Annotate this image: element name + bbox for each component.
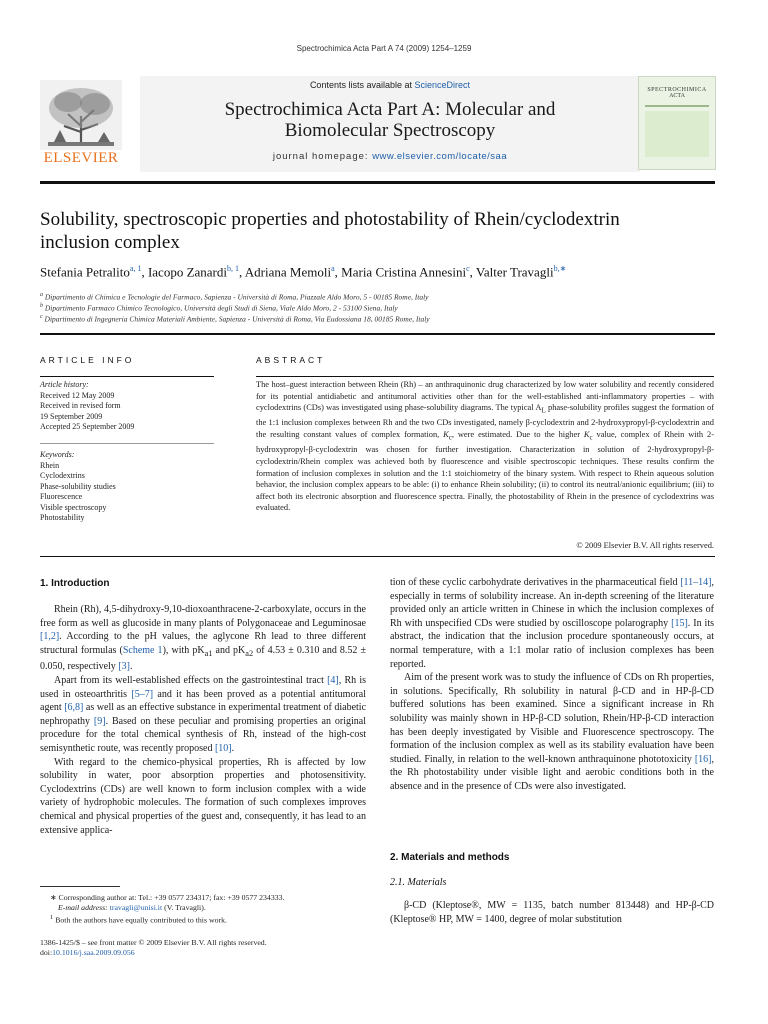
materials-text: [390, 899, 714, 926]
doi-link[interactable]: 10.1016/j.saa.2009.09.056: [52, 948, 135, 957]
article-info-heading: ARTICLE INFO: [40, 355, 135, 365]
author-affil-mark[interactable]: b, 1: [227, 264, 239, 273]
abstract-symbol: K: [583, 430, 590, 440]
abstract-part: value, complex of Rhein with 2-hydroxypropyl-β-cyclodextrin was chosen for further investigation. Characterization in solution of 2-hydroxypropyl-β-cyclodextrin/Rhein complex was achieved both by fluorescence and visible spectroscopic techniques. These results confirm the formation of inclusion complexes in solution and the 1:1 stoichiometry of the binary system. With respect to Rhein aqueous solution behavior, the inclusion complex appears to be able: (i) to enhance Rhein solubility; (ii) to control its neutral/anionic equilibrium; (iii) to affect both its electronic absorption and fluorescence spectra. Finally, the photostability of Rhein in the presence of cyclodextrins was evaluated.: [256, 430, 714, 513]
text: tion of these cyclic carbohydrate derivatives in the pharmaceutical field: [390, 577, 681, 588]
author-name[interactable]: Maria Cristina Annesini: [341, 264, 467, 280]
abstract-sub: L: [541, 406, 546, 415]
keyword: Rhein: [40, 460, 60, 470]
sciencedirect-link[interactable]: ScienceDirect: [414, 80, 471, 90]
keywords-rule: [40, 443, 214, 444]
header-rule: [40, 181, 715, 184]
paragraph: β-CD (Kleptose®, MW = 1135, batch number 813448) and HP-β-CD (Kleptose® HP, MW = 1400, degree of molar substitution: [390, 900, 714, 925]
issn-line: [40, 938, 366, 958]
keyword: Visible spectroscopy: [40, 502, 107, 512]
article-title-line-2: inclusion complex: [40, 232, 180, 253]
publisher-name: ELSEVIER: [43, 150, 119, 166]
sub: a1: [204, 648, 213, 658]
journal-title-line-2: Biomolecular Spectroscopy: [284, 120, 496, 141]
footnotes: [40, 893, 366, 926]
contents-line: [140, 80, 640, 90]
abstract-rule: [256, 376, 714, 377]
affiliation-b: [40, 303, 730, 313]
doi-label: doi:: [40, 948, 53, 957]
history-item: Accepted 25 September 2009: [40, 422, 135, 431]
abstract-sub: c: [589, 433, 593, 442]
text: ), with pK: [162, 644, 205, 656]
paragraph: With regard to the chemico-physical properties, Rh is affected by low solubility in water, poor absorption properties and photosensitivity. Cyclodextrins (CDs) are well known to form inclusion complex with a wide variety of hydrophobic molecules. The formation of such complexes improves chemical and physical properties of the guest and, consequently, it has lead to an extensive applica-: [40, 756, 366, 836]
cover-title-line-1: SPECTROCHIMICA: [647, 87, 707, 93]
abstract-heading: ABSTRACT: [256, 355, 326, 365]
keyword: Cyclodextrins: [40, 471, 85, 480]
citation-link[interactable]: [10]: [214, 742, 232, 754]
email-link[interactable]: travagli@unisi.it: [109, 903, 163, 912]
text: . Based on these peculiar and promising properties an original procedure for the total chemical synthesis of Rh, instead of the high-cost semisynthetic route, was recently proposed: [40, 715, 366, 754]
author-name[interactable]: Iacopo Zanardi: [147, 264, 227, 280]
history-label: Article history:: [40, 380, 89, 389]
paragraph: [40, 674, 366, 756]
text: .: [231, 742, 235, 754]
abstract-bottom-rule: [40, 556, 715, 557]
elsevier-logo: [40, 80, 122, 168]
author-name[interactable]: Stefania Petralito: [40, 264, 130, 280]
subsection-heading-materials: 2.1. Materials: [390, 877, 447, 888]
journal-title: [140, 99, 640, 141]
cover-stripe: [645, 105, 709, 107]
corresponding-author: Corresponding author at: Tel.: +39 0577 234317; fax: +39 0577 234333.: [58, 893, 285, 902]
abstract-symbol: K: [443, 430, 449, 440]
history-item: Received 12 May 2009: [40, 390, 115, 400]
author-affil-mark[interactable]: a, 1: [129, 264, 142, 273]
abstract-part: phase-solubility profiles suggest the formation of the 1:1 inclusion complexes between Rh and the two CDs investigated, namely β-cyclodextrin and 2-hydroxypropyl-β-cyclodextrin and the resulting constant values of complex formation,: [256, 403, 714, 440]
running-head: Spectrochimica Acta Part A 74 (2009) 1254–1259: [296, 44, 472, 53]
author-separator: ,: [469, 264, 476, 280]
abstract-part: The host–guest interaction between Rhein (Rh) – an anthraquinonic drug characterized by low water solubility and recently considered for its potential antidiabetic and antitumoral activities other than for the well-established anti-inflammatory properties – with cyclodextrins (CDs) was investigated using phase-solubility diagrams. The typical A: [256, 380, 714, 413]
abstract-part: , were estimated. Due to the higher: [451, 430, 584, 440]
affiliation-c: [40, 314, 730, 324]
text: Rhein (Rh), 4,5-dihydroxy-9,10-dioxoanthracene-2-carboxylate, occurs in the free form as well as glucoside in many plants of Polygonaceae and Leguminosae: [40, 604, 366, 629]
text: of 4.53 ± 0.310 and 8.52 ± 0.050, respectively: [40, 644, 366, 673]
paragraph: [390, 671, 714, 793]
abstract-text: [256, 379, 714, 514]
text: . According to the pH values, the aglycone Rh lead to three different structural formulas (: [40, 631, 366, 656]
citation-link[interactable]: [1,2]: [40, 631, 60, 643]
article-info-rule: [40, 376, 214, 377]
affiliation-rule: [40, 333, 715, 335]
author-name[interactable]: Adriana Memoli: [244, 264, 332, 280]
keyword: Fluorescence: [40, 492, 83, 501]
article-title: [40, 208, 720, 254]
citation-link[interactable]: [9]: [93, 715, 106, 727]
homepage-label: journal homepage:: [272, 151, 369, 162]
citation-link[interactable]: [15]: [671, 617, 688, 629]
history-item: 19 September 2009: [40, 411, 103, 421]
citation-link[interactable]: [16]: [694, 753, 712, 765]
text: , the Rh photostability under visible light and aerobic conditions both in the absence and in the presence of CDs were also investigated.: [390, 753, 714, 792]
author-affil-mark[interactable]: b,∗: [553, 264, 567, 273]
keywords: [40, 450, 214, 524]
affil-mark: a: [40, 292, 43, 298]
affil-text: Dipartimento di Ingegneria Chimica Materiali Ambiente, Sapienza - Università di Roma, Via Eudossiana 18, 00185 Rome, Italy: [44, 314, 430, 324]
footnote-mark: 1: [50, 914, 54, 921]
scheme-link[interactable]: Scheme 1: [122, 644, 163, 656]
author-separator: ,: [239, 264, 245, 280]
article-title-line-1: Solubility, spectroscopic properties and photostability of Rhein/cyclodextrin: [40, 209, 620, 230]
article-history: [40, 380, 214, 433]
footnote-rule: [40, 886, 120, 887]
email-suffix: (V. Travagli).: [162, 903, 206, 912]
email-label: E-mail address:: [58, 903, 108, 912]
paragraph: [390, 576, 714, 671]
journal-cover-thumbnail: [638, 76, 716, 170]
author-separator: ,: [141, 264, 148, 280]
affil-text: Dipartimento Farmaco Chimico Tecnologico, Università degli Studi di Siena, Viale Aldo Moro, 2 - 53100 Siena, Italy: [44, 303, 398, 313]
homepage-url[interactable]: www.elsevier.com/locate/saa: [372, 151, 508, 162]
footnote-mark: ∗: [50, 893, 57, 902]
section-heading-introduction: 1. Introduction: [40, 578, 110, 589]
sub: a2: [245, 648, 254, 658]
text: , especially in terms of solubility increase. An in-depth screening of the literature provided only an article written in Chinese in which the inclusion complexes of Rh with unspecified CDs were studied by oscilloscope polarography: [390, 577, 714, 629]
affiliation-a: [40, 292, 730, 302]
text: .: [129, 661, 133, 673]
affil-text: Dipartimento di Chimica e Tecnologie del Farmaco, Sapienza - Università di Roma, Piazzale Aldo Moro, 5 - 00185 Rome, Italy: [44, 292, 429, 302]
text: and pK: [212, 644, 246, 656]
text: as well as an effective substance in experimental treatment of diabetic nephropathy: [40, 702, 367, 727]
cover-panel: [645, 111, 709, 157]
affil-mark: b: [40, 303, 43, 309]
abstract-copyright: © 2009 Elsevier B.V. All rights reserved.: [576, 541, 714, 550]
history-item: Received in revised form: [40, 401, 121, 410]
abstract-sub: c: [448, 433, 452, 442]
equal-contribution-note: Both the authors have equally contributed to this work.: [55, 915, 227, 925]
paragraph: [40, 603, 366, 674]
citation-link[interactable]: [5–7]: [131, 688, 154, 700]
text: Aim of the present work was to study the influence of CDs on Rh properties, in solutions. Specifically, Rh solubility in natural β-CD and in HP-β-CD buffered solutions has been examined. Since a significant increase in Rh solubility was mainly shown in HP-β-CD solution, Rhein/HP-β-CD interaction has been deeply investigated by Visible and Fluorescence spectroscopy. The formation of the inclusion complex as well as its stability evaluation have been studied. Finally, in relation to the well-known anthraquinone phototoxicity: [390, 672, 714, 765]
right-column: [390, 576, 714, 794]
affil-mark: c: [40, 314, 43, 320]
issn-text: 1386-1425/$ – see front matter © 2009 Elsevier B.V. All rights reserved.: [40, 938, 267, 947]
journal-homepage: [140, 151, 640, 162]
author-separator: ,: [334, 264, 342, 280]
left-column: [40, 603, 366, 837]
keyword: Photostability: [40, 513, 85, 522]
citation-link[interactable]: [3]: [118, 661, 130, 673]
citation-link[interactable]: [6,8]: [64, 702, 84, 714]
author-affil-mark[interactable]: c: [466, 264, 470, 273]
text: . In its abstract, the indication that the inclusion procedure spontaneously occurs, at normal temperature, with a 1:1 molar ratio of inclusion complexes has been reported.: [390, 617, 714, 670]
keywords-label: Keywords:: [40, 450, 75, 459]
author-name[interactable]: Valter Travagli: [475, 264, 554, 280]
citation-link[interactable]: [4]: [327, 674, 339, 686]
section-heading-methods: 2. Materials and methods: [390, 852, 510, 863]
journal-title-line-1: Spectrochimica Acta Part A: Molecular and: [224, 99, 556, 120]
author-affil-mark[interactable]: a: [331, 264, 335, 273]
keyword: Phase-solubility studies: [40, 481, 116, 491]
text: , Rh is used in osteoarthritis: [40, 674, 366, 700]
author-list: [40, 264, 730, 280]
citation-link[interactable]: [11–14]: [680, 577, 712, 588]
cover-title-line-2: ACTA: [669, 93, 685, 99]
contents-prefix: Contents lists available at: [309, 80, 412, 90]
text: Apart from its well-established effects on the gastrointestinal tract: [54, 674, 328, 686]
text: and it has been proved as a potential antitumoral agent: [40, 688, 367, 714]
